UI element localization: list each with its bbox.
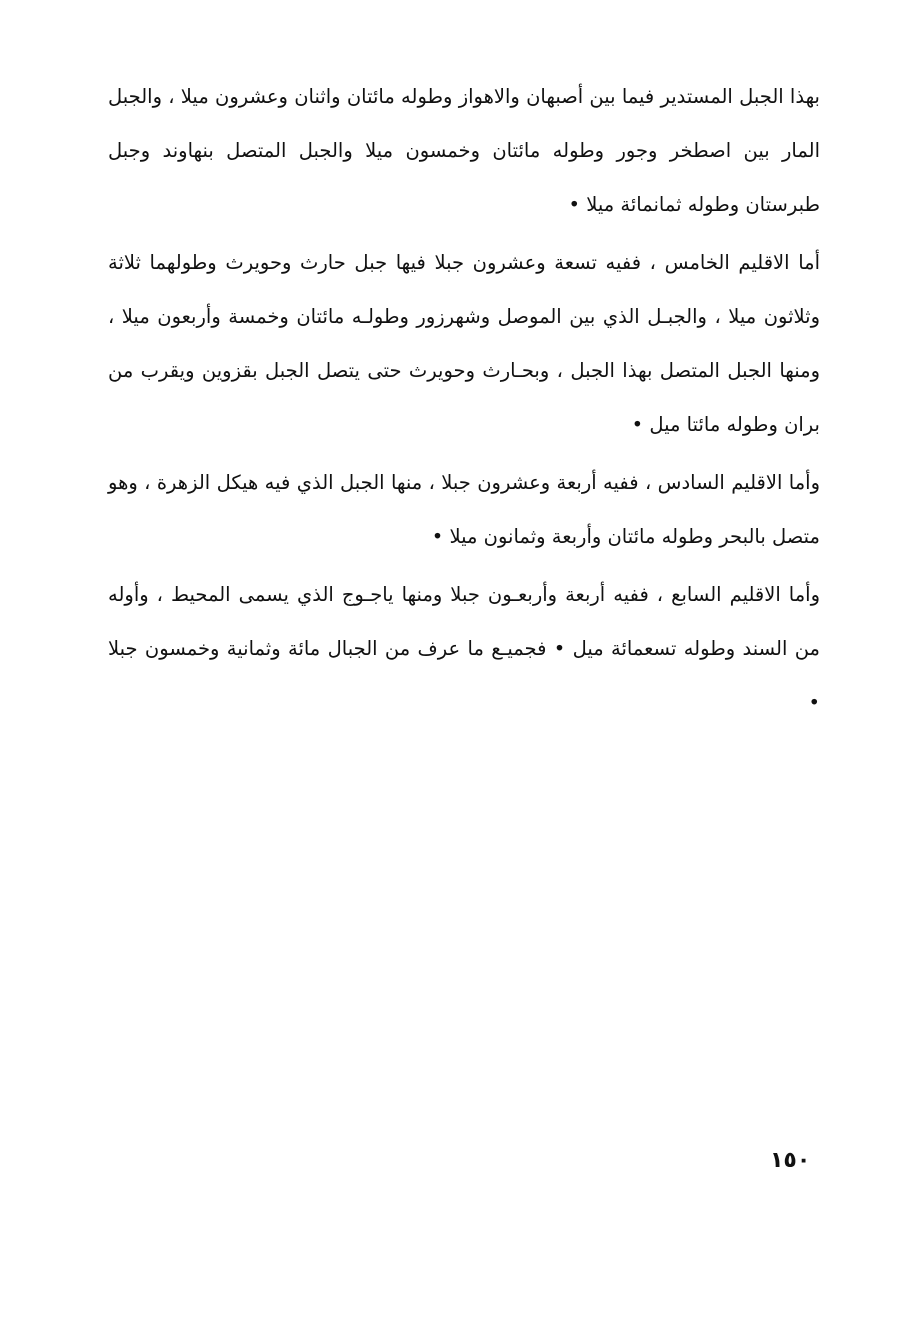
- paragraph-1: بهذا الجبل المستدير فيما بين أصبهان والاهواز وطوله مائتان واثنان وعشرون ميلا ، والجبل المار بين اصطخر وجور وطوله مائتان وخمسون ميلا والجبل المتصل بنهاوند وجبل طبرستان وطوله ثمانمائة ميلا •: [108, 85, 820, 216]
- body-text: [108, 70, 820, 730]
- paragraph-4: وأما الاقليم السابع ، ففيه أربعة وأربعـون جبلا ومنها ياجـوج الذي يسمى المحيط ، وأوله من السند وطوله تسعمائة ميل • فجميـع ما عرف من الجبال مائة وثمانية وخمسون جبلا •: [108, 583, 820, 714]
- paragraph-3: وأما الاقليم السادس ، ففيه أربعة وعشرون جبلا ، منها الجبل الذي فيه هيكل الزهرة ، وهو متصل بالبحر وطوله مائتان وأربعة وثمانون ميلا •: [108, 471, 820, 548]
- paragraph-2: أما الاقليم الخامس ، ففيه تسعة وعشرون جبلا فيها جبل حارث وحويرث وطولهما ثلاثة وثلاثون ميلا ، والجبـل الذي بين الموصل وشهرزور وطولـه مائتان وخمسة وأربعون ميلا ، ومنها الجبل المتصل بهذا الجبل ، وبحـارث وحويرث حتى يتصل الجبل بقزوين ويقرب من بران وطوله مائتا ميل •: [108, 251, 820, 436]
- page-number: ١٥٠: [770, 1148, 811, 1173]
